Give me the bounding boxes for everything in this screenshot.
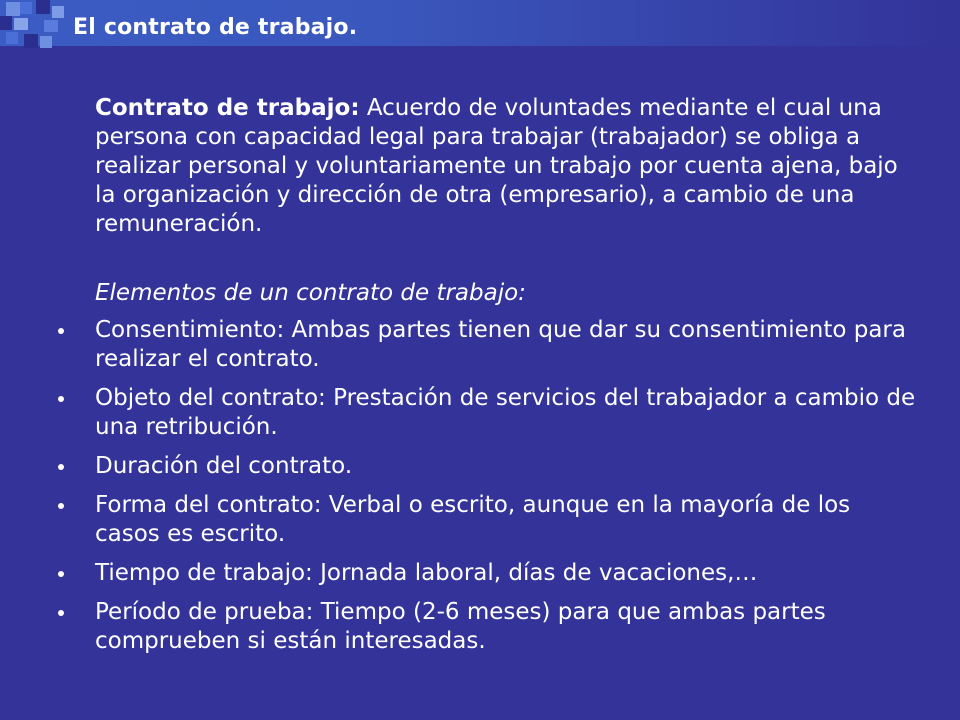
bullet-icon — [58, 396, 64, 402]
definition-text: Acuerdo de voluntades mediante el cual una persona con capacidad legal para trabajar (trabajador) se obliga a realizar personal y voluntariamente un trabajo por cuenta ajena, bajo la organización y dirección de otra (empresario), a cambio de una remuneración. — [95, 95, 898, 237]
list-item — [0, 559, 920, 588]
list-item-text: Forma del contrato: Verbal o escrito, aunque en la mayoría de los casos es escrito. — [95, 492, 851, 547]
elements-list — [0, 316, 960, 656]
bullet-icon — [58, 610, 64, 616]
decorative-squares-logo — [0, 0, 72, 56]
list-item-text: Consentimiento: Ambas partes tienen que dar su consentimiento para realizar el contrato. — [95, 317, 906, 372]
list-item — [0, 316, 920, 374]
list-item-text: Duración del contrato. — [95, 453, 353, 479]
list-item — [0, 491, 920, 549]
definition-paragraph — [95, 94, 920, 239]
elements-subheading: Elementos de un contrato de trabajo: — [95, 280, 526, 306]
list-item — [0, 384, 920, 442]
bullet-icon — [58, 503, 64, 509]
bullet-icon — [58, 464, 64, 470]
list-item — [0, 452, 920, 481]
list-item — [0, 598, 920, 656]
bullet-icon — [58, 328, 64, 334]
bullet-icon — [58, 571, 64, 577]
slide-content — [0, 94, 960, 666]
slide-title: El contrato de trabajo. — [73, 15, 358, 40]
list-item-text: Objeto del contrato: Prestación de servicios del trabajador a cambio de una retribución. — [95, 385, 916, 440]
definition-term: Contrato de trabajo: — [95, 95, 360, 121]
list-item-text: Período de prueba: Tiempo (2-6 meses) para que ambas partes comprueben si están interesadas. — [95, 599, 826, 654]
list-item-text: Tiempo de trabajo: Jornada laboral, días de vacaciones,… — [95, 560, 758, 586]
